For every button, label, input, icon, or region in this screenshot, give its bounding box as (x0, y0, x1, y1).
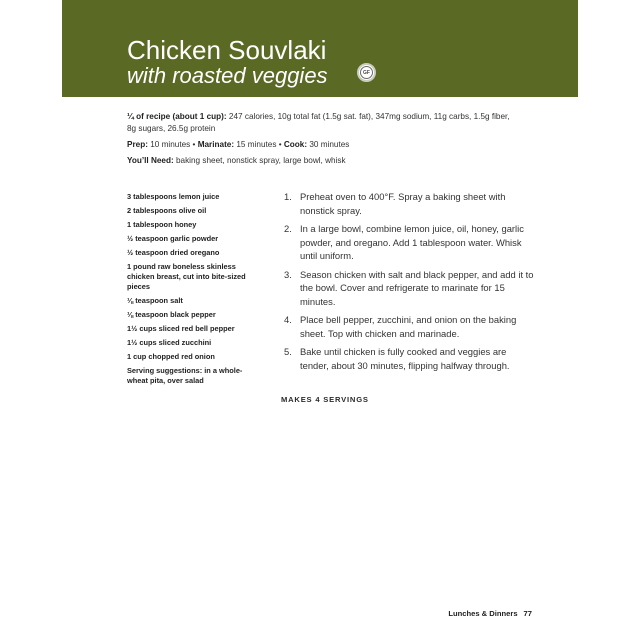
ingredient-item: ⅛ teaspoon salt (127, 295, 183, 305)
equipment-info (127, 155, 517, 167)
separator: • (190, 140, 198, 149)
gluten-free-badge-label: GF (360, 66, 373, 79)
page-footer (448, 609, 532, 618)
ingredient-list (127, 192, 262, 390)
instruction-step (284, 190, 536, 217)
step-text: Season chicken with salt and black pepper, and add it to the bowl. Cover and refrigerate to marinate for 15 minutes. (300, 268, 534, 307)
instruction-step (284, 222, 536, 263)
ingredient-item: ½ teaspoon garlic powder (127, 234, 219, 244)
marinate-label: Marinate: (197, 140, 235, 149)
ingredient-item: ⅛ teaspoon black pepper (127, 309, 216, 319)
instruction-step (284, 268, 536, 309)
instruction-step (284, 313, 536, 340)
gluten-free-badge-icon (357, 63, 376, 82)
step-text: Bake until chicken is fully cooked and veggies are tender, about 30 minutes, flipping halfway through. (300, 346, 510, 371)
ingredient-item: 1 pound raw boneless skinless chicken breast, cut into bite-sized pieces (127, 262, 246, 291)
recipe-page (62, 0, 578, 640)
nutrition-info (127, 111, 517, 135)
cook-label: Cook: (283, 140, 308, 149)
step-text: Place bell pepper, zucchini, and onion on the baking sheet. Top with chicken and marinade. (300, 314, 517, 339)
step-number: 3. (284, 268, 292, 280)
ingredient-item: 1½ cups sliced red bell pepper (127, 323, 235, 333)
page-number: 77 (523, 609, 532, 618)
prep-value: 10 minutes (147, 140, 191, 149)
ingredient-item: ½ teaspoon dried oregano (127, 248, 220, 258)
step-number: 1. (284, 191, 292, 202)
separator: • (276, 140, 284, 149)
cook-value: 30 minutes (307, 140, 350, 149)
nutrition-label: ¼ of recipe (about 1 cup): (127, 112, 227, 121)
step-number: 4. (284, 314, 292, 325)
instruction-list (284, 190, 536, 377)
needs-label: You’ll Need: (127, 156, 174, 165)
servings-note: MAKES 4 SERVINGS (281, 395, 369, 404)
recipe-subtitle: with roasted veggies (127, 63, 328, 88)
marinate-value: 15 minutes (234, 140, 277, 149)
ingredient-item: 1 tablespoon honey (127, 220, 197, 230)
time-info (127, 139, 517, 151)
serving-suggestions: Serving suggestions: in a whole-wheat pita, over salad (127, 366, 243, 385)
ingredient-item: 1 cup chopped red onion (127, 352, 215, 362)
step-text: Preheat oven to 400°F. Spray a baking sheet with nonstick spray. (300, 191, 506, 216)
instruction-step (284, 345, 536, 372)
ingredient-item: 1½ cups sliced zucchini (127, 338, 212, 348)
recipe-title: Chicken Souvlaki (127, 35, 327, 65)
ingredient-item: 2 tablespoons olive oil (127, 206, 207, 216)
step-text: In a large bowl, combine lemon juice, oil, honey, garlic powder, and oregano. Add 1 tablespoon water. Whisk until uniform. (300, 223, 524, 261)
prep-label: Prep: (127, 140, 148, 149)
title-banner (62, 0, 578, 97)
step-number: 5. (284, 346, 292, 357)
step-number: 2. (284, 223, 292, 234)
nutrition-text: 247 calories, 10g total fat (1.5g sat. fat), 347mg sodium, 11g carbs, 1.5g fiber, 8g sugars, 26.5g protein (127, 112, 510, 133)
section-name: Lunches & Dinners (448, 609, 518, 618)
needs-text: baking sheet, nonstick spray, large bowl, whisk (173, 156, 346, 165)
ingredient-item: 3 tablespoons lemon juice (127, 192, 220, 201)
